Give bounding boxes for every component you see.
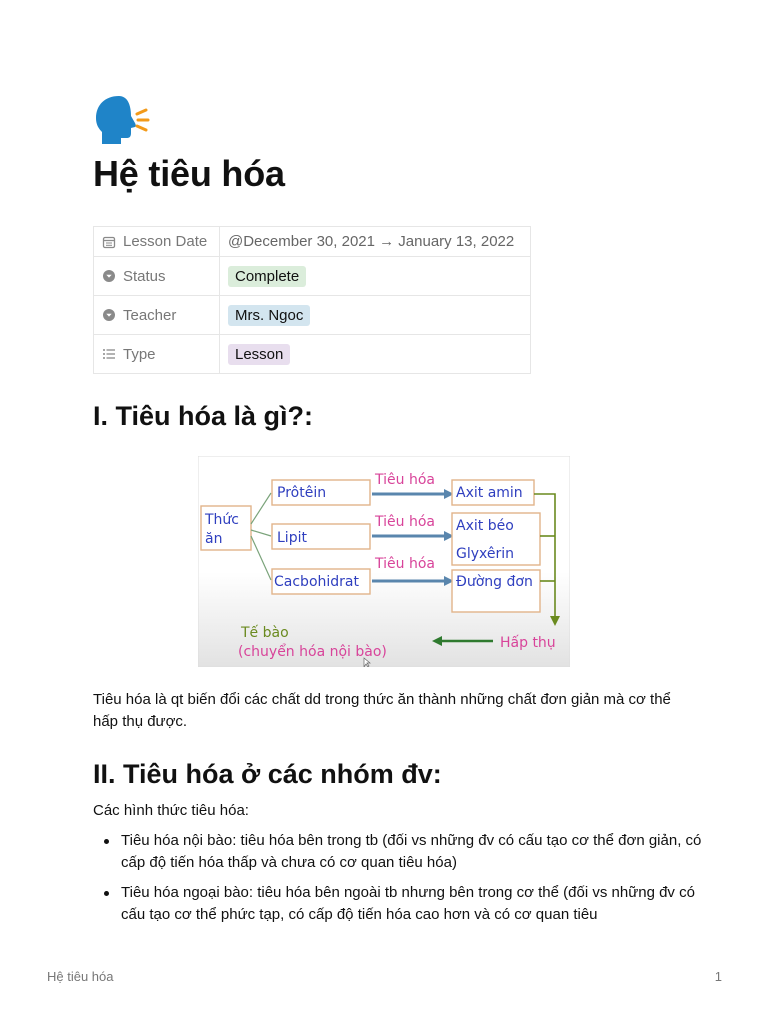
property-key: Type — [123, 345, 156, 363]
select-icon — [102, 269, 116, 283]
list-item: Tiêu hóa nội bào: tiêu hóa bên trong tb (đối vs những đv có cấu tạo cơ thể đơn giản, có cấp độ tiến hóa thấp và chưa có cơ quan tiêu hóa) — [121, 830, 711, 874]
select-icon — [102, 308, 116, 322]
diagram-output-label: Glyxêrin — [456, 546, 515, 562]
diagram-output-label: Đường đơn — [456, 574, 533, 590]
property-row-type[interactable] — [94, 335, 531, 374]
section-heading-2: II. Tiêu hóa ở các nhóm đv: — [93, 759, 442, 789]
type-badge[interactable]: Lesson — [228, 344, 290, 365]
diagram-output-label: Axit amin — [456, 485, 523, 501]
property-row-status[interactable] — [94, 257, 531, 296]
digestion-types-list — [93, 830, 711, 934]
property-row-lesson-date[interactable] — [94, 227, 531, 257]
diagram-source-label: Thức ăn — [205, 512, 239, 547]
diagram-input-label: Lipit — [277, 530, 307, 546]
section-heading-1: I. Tiêu hóa là gì?: — [93, 401, 314, 431]
paragraph-definition: Tiêu hóa là qt biến đổi các chất dd trong thức ăn thành những chất đơn giản mà cơ thể hấp thụ được. — [93, 691, 671, 730]
list-icon — [102, 347, 116, 361]
lesson-date-value[interactable]: @December 30, 2021 → January 13, 2022 — [228, 233, 515, 250]
diagram-cell-label: Tế bào — [241, 625, 289, 641]
diagram-input-label: Cacbohidrat — [274, 574, 359, 590]
status-badge[interactable]: Complete — [228, 266, 306, 287]
page-title: Hệ tiêu hóa — [93, 153, 285, 194]
property-row-teacher[interactable] — [94, 296, 531, 335]
properties-table — [93, 226, 531, 374]
property-key: Teacher — [123, 306, 177, 324]
diagram-output-label: Axit béo — [456, 518, 514, 534]
footer-page-number: 1 — [714, 969, 722, 984]
teacher-badge[interactable]: Mrs. Ngoc — [228, 305, 310, 326]
diagram-process-label: Tiêu hóa — [375, 472, 435, 488]
paragraph-intro: Các hình thức tiêu hóa: — [93, 802, 249, 819]
property-key: Status — [123, 267, 166, 285]
list-item: Tiêu hóa ngoại bào: tiêu hóa bên ngoài tb nhưng bên trong cơ thể (đối vs những đv có cấu tạo cơ thể phức tạp, có cấp độ tiến hóa cao hơn và có cơ quan tiêu — [121, 882, 711, 926]
diagram-cell-subtitle: (chuyển hóa nội bào) — [238, 644, 387, 660]
diagram-input-label: Prôtêin — [277, 485, 327, 501]
speaking-head-icon[interactable] — [93, 92, 151, 148]
digestion-diagram — [198, 456, 570, 667]
calendar-icon — [102, 235, 116, 249]
footer-title: Hệ tiêu hóa — [47, 969, 114, 984]
property-key: Lesson Date — [123, 233, 208, 250]
diagram-absorb-label: Hấp thụ — [500, 635, 556, 651]
diagram-process-label: Tiêu hóa — [375, 514, 435, 530]
diagram-process-label: Tiêu hóa — [375, 556, 435, 572]
